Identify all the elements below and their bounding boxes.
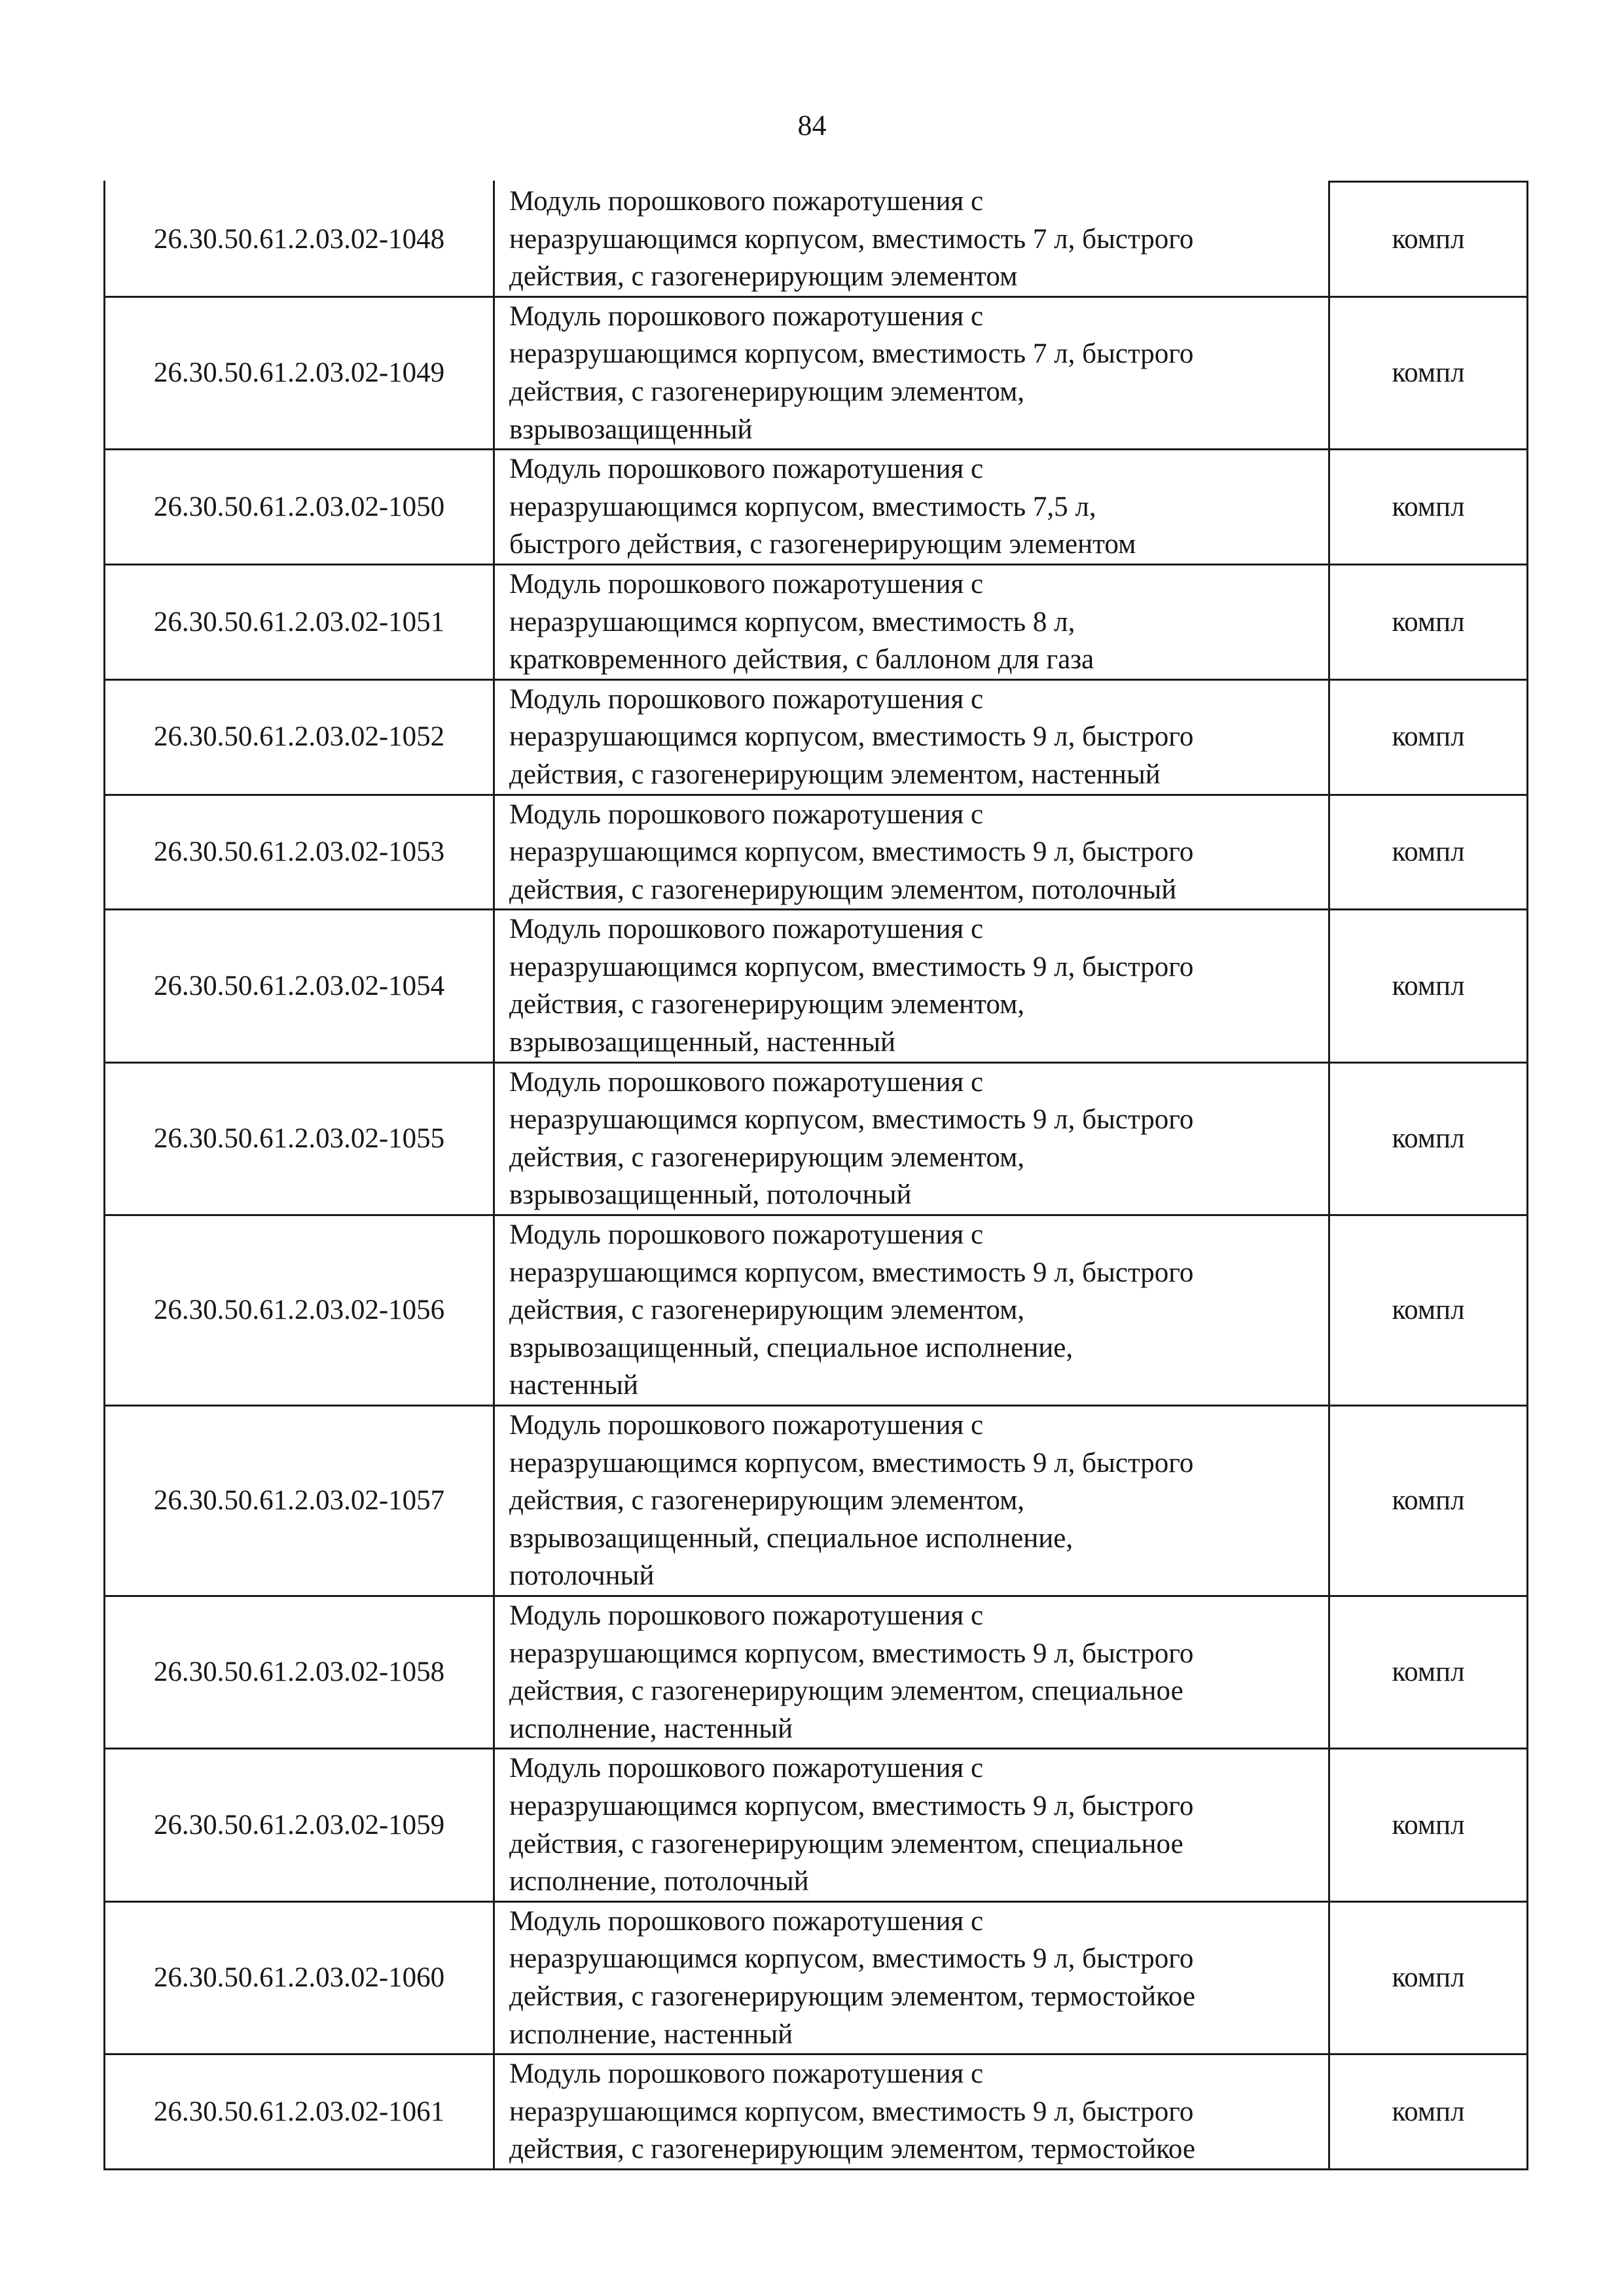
description-line: неразрушающимся корпусом, вместимость 9 л, быстрого xyxy=(509,1790,1194,1821)
description-line: взрывозащищенный, специальное исполнение, xyxy=(509,1522,1074,1554)
description-line: Модуль порошкового пожаротушения с xyxy=(509,1066,984,1098)
resource-description xyxy=(494,1749,1329,1901)
table-row xyxy=(105,1749,1528,1901)
unit-of-measure: компл xyxy=(1329,182,1528,297)
resource-code: 26.30.50.61.2.03.02-1056 xyxy=(105,1215,494,1406)
description-line: Модуль порошкового пожаротушения с xyxy=(509,568,984,600)
description-line: действия, с газогенерирующим элементом, термостойкое xyxy=(509,1981,1195,2012)
resource-description xyxy=(494,182,1329,297)
resource-code: 26.30.50.61.2.03.02-1051 xyxy=(105,564,494,679)
resource-description xyxy=(494,910,1329,1062)
resource-code: 26.30.50.61.2.03.02-1048 xyxy=(105,182,494,297)
description-line: неразрушающимся корпусом, вместимость 7,5 л, xyxy=(509,491,1096,522)
resource-table xyxy=(103,181,1528,2170)
description-line: действия, с газогенерирующим элементом, специальное xyxy=(509,1828,1183,1859)
resource-description xyxy=(494,679,1329,795)
description-line: Модуль порошкового пожаротушения с xyxy=(509,798,984,830)
description-line: кратковременного действия, с баллоном для газа xyxy=(509,644,1094,675)
table-row xyxy=(105,564,1528,679)
description-line: Модуль порошкового пожаротушения с xyxy=(509,300,984,332)
description-line: настенный xyxy=(509,1370,638,1401)
table-row xyxy=(105,1406,1528,1596)
resource-description xyxy=(494,296,1329,449)
description-line: неразрушающимся корпусом, вместимость 9 л, быстрого xyxy=(509,2096,1194,2127)
description-line: Модуль порошкового пожаротушения с xyxy=(509,1410,984,1441)
description-line: быстрого действия, с газогенерирующим элементом xyxy=(509,529,1136,560)
unit-of-measure: компл xyxy=(1329,564,1528,679)
description-line: Модуль порошкового пожаротушения с xyxy=(509,2058,984,2090)
table-row xyxy=(105,450,1528,565)
unit-of-measure: компл xyxy=(1329,1062,1528,1215)
resource-description xyxy=(494,1215,1329,1406)
resource-code: 26.30.50.61.2.03.02-1050 xyxy=(105,450,494,565)
unit-of-measure: компл xyxy=(1329,1749,1528,1901)
table-row xyxy=(105,910,1528,1062)
unit-of-measure: компл xyxy=(1329,1215,1528,1406)
description-line: неразрушающимся корпусом, вместимость 8 л, xyxy=(509,606,1075,637)
description-line: действия, с газогенерирующим элементом, xyxy=(509,1485,1025,1516)
unit-of-measure: компл xyxy=(1329,450,1528,565)
resource-code: 26.30.50.61.2.03.02-1049 xyxy=(105,296,494,449)
unit-of-measure: компл xyxy=(1329,1406,1528,1596)
description-line: действия, с газогенерирующим элементом xyxy=(509,261,1018,293)
table-row xyxy=(105,2054,1528,2170)
description-line: взрывозащищенный, настенный xyxy=(509,1027,895,1058)
table-row xyxy=(105,679,1528,795)
unit-of-measure: компл xyxy=(1329,795,1528,910)
table-row xyxy=(105,182,1528,297)
description-line: неразрушающимся корпусом, вместимость 9 л, быстрого xyxy=(509,1638,1194,1669)
resource-description xyxy=(494,1596,1329,1748)
description-line: исполнение, потолочный xyxy=(509,1866,809,1897)
resource-description xyxy=(494,1062,1329,1215)
description-line: Модуль порошкового пожаротушения с xyxy=(509,683,984,715)
table-row xyxy=(105,795,1528,910)
unit-of-measure: компл xyxy=(1329,910,1528,1062)
description-line: взрывозащищенный, потолочный xyxy=(509,1179,912,1211)
description-line: неразрушающимся корпусом, вместимость 7 л, быстрого xyxy=(509,338,1194,370)
description-line: действия, с газогенерирующим элементом, xyxy=(509,376,1025,407)
resource-description xyxy=(494,564,1329,679)
unit-of-measure: компл xyxy=(1329,2054,1528,2170)
description-line: Модуль порошкового пожаротушения с xyxy=(509,186,984,217)
description-line: действия, с газогенерирующим элементом, xyxy=(509,1141,1025,1173)
description-line: потолочный xyxy=(509,1560,655,1592)
resource-code: 26.30.50.61.2.03.02-1054 xyxy=(105,910,494,1062)
description-line: действия, с газогенерирующим элементом, настенный xyxy=(509,759,1161,790)
table-row xyxy=(105,1215,1528,1406)
table-row xyxy=(105,1062,1528,1215)
resource-description xyxy=(494,1406,1329,1596)
description-line: неразрушающимся корпусом, вместимость 9 л, быстрого xyxy=(509,836,1194,868)
description-line: Модуль порошкового пожаротушения с xyxy=(509,454,984,485)
resource-code: 26.30.50.61.2.03.02-1057 xyxy=(105,1406,494,1596)
description-line: неразрушающимся корпусом, вместимость 9 л, быстрого xyxy=(509,721,1194,753)
resource-code: 26.30.50.61.2.03.02-1052 xyxy=(105,679,494,795)
resource-description xyxy=(494,450,1329,565)
resource-code: 26.30.50.61.2.03.02-1053 xyxy=(105,795,494,910)
unit-of-measure: компл xyxy=(1329,1901,1528,2054)
table-body xyxy=(105,182,1528,2170)
resource-code: 26.30.50.61.2.03.02-1058 xyxy=(105,1596,494,1748)
description-line: действия, с газогенерирующим элементом, термостойкое xyxy=(509,2134,1195,2165)
table-row xyxy=(105,296,1528,449)
unit-of-measure: компл xyxy=(1329,1596,1528,1748)
resource-description xyxy=(494,1901,1329,2054)
resource-code: 26.30.50.61.2.03.02-1060 xyxy=(105,1901,494,2054)
description-line: взрывозащищенный, специальное исполнение, xyxy=(509,1332,1074,1363)
page-number: 84 xyxy=(797,109,827,141)
description-line: действия, с газогенерирующим элементом, специальное xyxy=(509,1676,1183,1707)
resource-code: 26.30.50.61.2.03.02-1059 xyxy=(105,1749,494,1901)
description-line: неразрушающимся корпусом, вместимость 9 л, быстрого xyxy=(509,1447,1194,1479)
description-line: Модуль порошкового пожаротушения с xyxy=(509,1753,984,1784)
description-line: действия, с газогенерирующим элементом, xyxy=(509,989,1025,1020)
resource-description xyxy=(494,2054,1329,2170)
description-line: исполнение, настенный xyxy=(509,1713,793,1744)
description-line: действия, с газогенерирующим элементом, xyxy=(509,1295,1025,1326)
resource-code: 26.30.50.61.2.03.02-1061 xyxy=(105,2054,494,2170)
description-line: неразрушающимся корпусом, вместимость 9 л, быстрого xyxy=(509,951,1194,982)
description-line: Модуль порошкового пожаротушения с xyxy=(509,914,984,945)
unit-of-measure: компл xyxy=(1329,296,1528,449)
description-line: неразрушающимся корпусом, вместимость 9 л, быстрого xyxy=(509,1257,1194,1288)
resource-description xyxy=(494,795,1329,910)
description-line: Модуль порошкового пожаротушения с xyxy=(509,1219,984,1251)
description-line: Модуль порошкового пожаротушения с xyxy=(509,1600,984,1631)
description-line: неразрушающимся корпусом, вместимость 9 л, быстрого xyxy=(509,1104,1194,1136)
description-line: неразрушающимся корпусом, вместимость 7 л, быстрого xyxy=(509,223,1194,255)
table-row xyxy=(105,1901,1528,2054)
description-line: действия, с газогенерирующим элементом, потолочный xyxy=(509,874,1177,905)
table-row xyxy=(105,1596,1528,1748)
unit-of-measure: компл xyxy=(1329,679,1528,795)
description-line: Модуль порошкового пожаротушения с xyxy=(509,1905,984,1937)
description-line: неразрушающимся корпусом, вместимость 9 л, быстрого xyxy=(509,1943,1194,1975)
description-line: взрывозащищенный xyxy=(509,414,753,445)
description-line: исполнение, настенный xyxy=(509,2018,793,2050)
resource-code: 26.30.50.61.2.03.02-1055 xyxy=(105,1062,494,1215)
